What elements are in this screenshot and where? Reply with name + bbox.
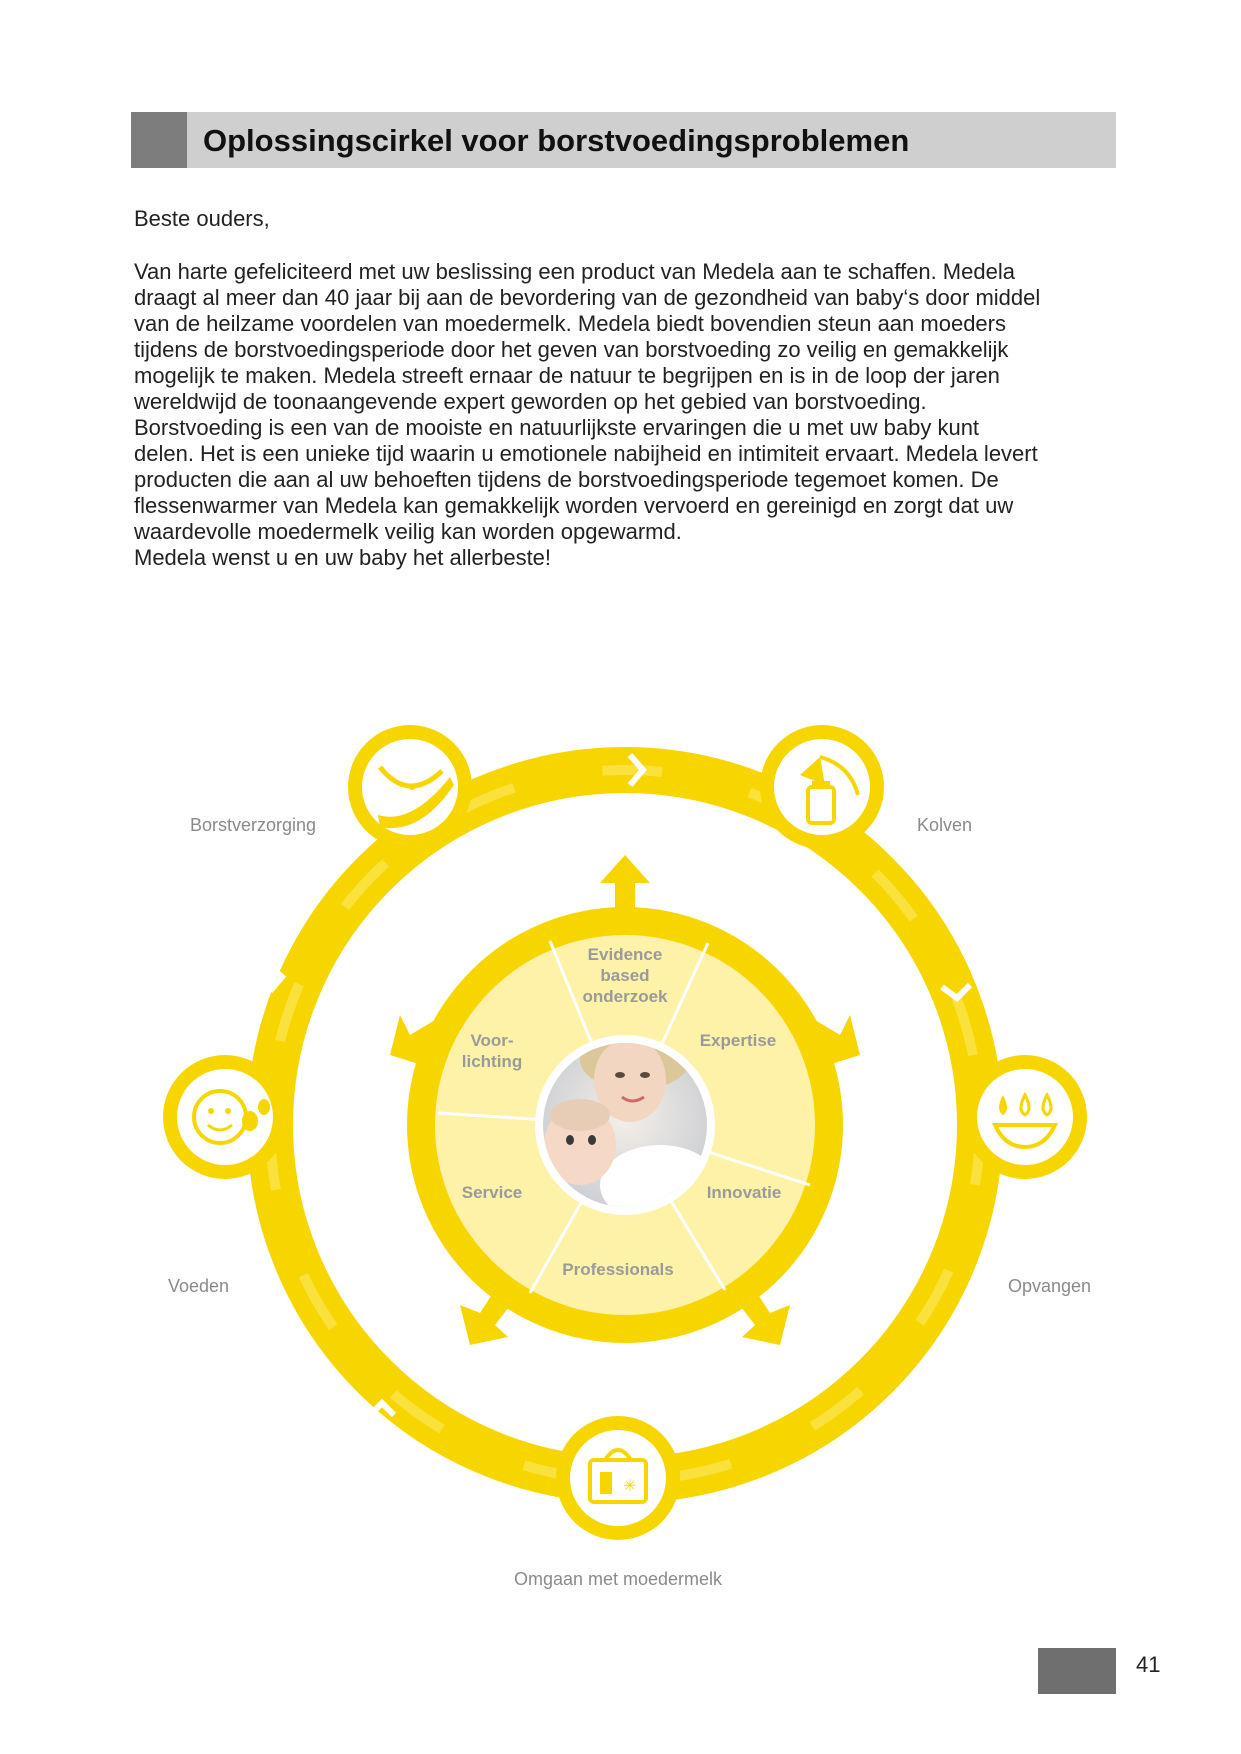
inner-label-evidence: onderzoek: [582, 987, 668, 1006]
inner-label-expertise: Expertise: [699, 1031, 777, 1050]
node-kolven: [760, 725, 884, 849]
node-opvangen: [963, 1055, 1087, 1179]
ring-chevron: [880, 1415, 905, 1430]
node-omgaan-met-moedermelk: [556, 1416, 680, 1540]
salutation: Beste ouders,: [134, 206, 270, 231]
letter-line: draagt al meer dan 40 jaar bij aan de bevordering van de gezondheid van baby‘s door middel: [134, 285, 1041, 310]
letter-line: Borstvoeding is een van de mooiste en natuurlijkste ervaringen die u met uw baby kunt: [134, 415, 980, 440]
inner-label-service: Service: [461, 1183, 523, 1202]
svg-text:✳: ✳: [623, 1478, 637, 1495]
letter-line: van de heilzame voordelen van moedermelk. Medela biedt bovendien steun aan moeders: [134, 311, 1006, 336]
page-title: Oplossingscirkel voor borstvoedingsproblemen: [203, 123, 910, 158]
label-kolven: Kolven: [917, 815, 973, 835]
inner-label-evidence: Evidence: [587, 945, 663, 964]
node-borstverzorging: [348, 725, 472, 849]
inner-label-innovatie: Innovatie: [706, 1183, 782, 1202]
inner-label-professionals: Professionals: [562, 1260, 674, 1279]
solution-circle-diagram: [160, 715, 1110, 1615]
letter-line: wereldwijd de toonaangevende expert geworden op het gebied van borstvoeding.: [134, 389, 927, 414]
label-voeden: Voeden: [168, 1276, 230, 1296]
letter-line: delen. Het is een unieke tijd waarin u emotionele nabijheid en intimiteit ervaart. Medela levert: [134, 441, 1038, 466]
page-number: 41: [1136, 1652, 1161, 1677]
letter-line: producten die aan al uw behoeften tijdens de borstvoedingsperiode tegemoet komen. De: [134, 467, 999, 492]
letter-body: [134, 259, 1094, 571]
label-omgaan-met-moedermelk: Omgaan met moedermelk: [513, 1569, 723, 1589]
letter-line: Medela wenst u en uw baby het allerbeste!: [134, 545, 552, 570]
section-header: [131, 112, 1116, 168]
header-accent-block: [131, 112, 187, 168]
letter-line: flessenwarmer van Medela kan gemakkelijk worden vervoerd en gereinigd en zorgt dat uw: [134, 493, 1014, 518]
letter-line: mogelijk te maken. Medela streeft ernaar de natuur te begrijpen en is in de loop der jaren: [134, 363, 1000, 388]
footer-accent-block: [1038, 1648, 1116, 1694]
letter-line: waardevolle moedermelk veilig kan worden opgewarmd.: [134, 519, 682, 544]
letter-line: tijdens de borstvoedingsperiode door het geven van borstvoeding zo veilig en gemakkelijk: [134, 337, 1009, 362]
inner-label-voorlichting: lichting: [461, 1052, 523, 1071]
node-voeden: [163, 1055, 287, 1179]
label-borstverzorging: Borstverzorging: [190, 815, 317, 835]
inner-label-voorlichting: Voor-: [470, 1031, 514, 1050]
inner-label-evidence: based: [600, 966, 650, 985]
label-opvangen: Opvangen: [1008, 1276, 1092, 1296]
hub-arrow: [600, 855, 650, 910]
letter-line: Van harte gefeliciteerd met uw beslissing een product van Medela aan te schaffen. Medela: [134, 259, 1015, 284]
